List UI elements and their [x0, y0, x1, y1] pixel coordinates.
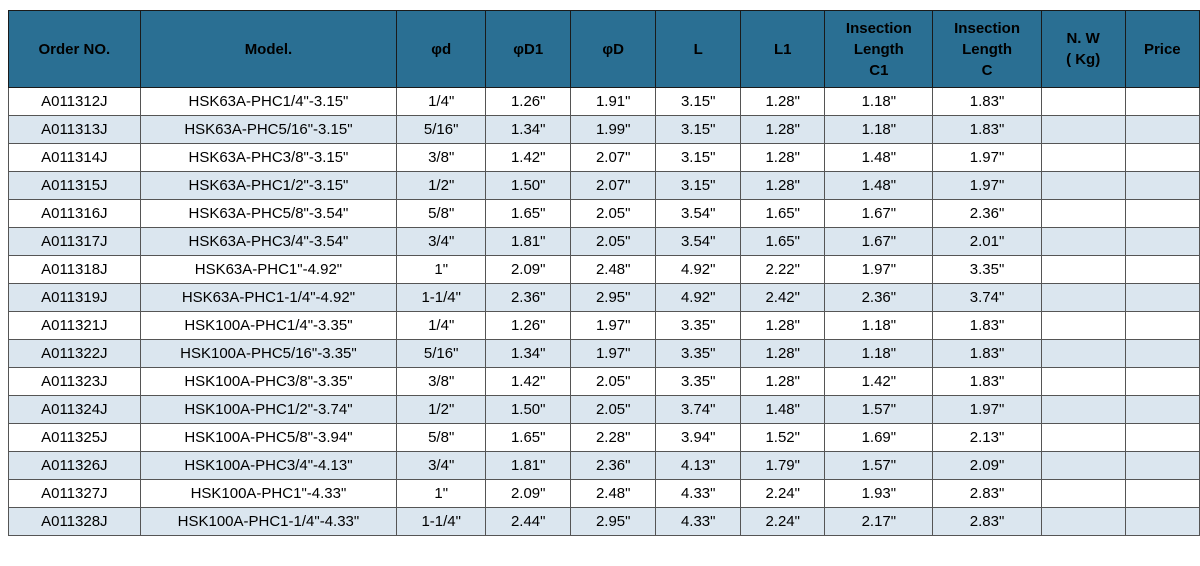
cell-phi-d: 3/8"	[397, 368, 486, 396]
cell-model: HSK63A-PHC5/16"-3.15"	[140, 116, 397, 144]
cell-insection-length-c1: 1.18"	[825, 340, 933, 368]
header-order-no	[9, 11, 141, 88]
cell-phi-d1: 1.34"	[486, 116, 571, 144]
cell-length-l1: 1.28"	[741, 312, 825, 340]
table-row	[9, 508, 1200, 536]
cell-insection-length-c1: 1.57"	[825, 452, 933, 480]
table-row	[9, 396, 1200, 424]
table-body	[9, 88, 1200, 536]
cell-length-l1: 1.28"	[741, 368, 825, 396]
cell-order-no: A011328J	[9, 508, 141, 536]
spec-table	[8, 10, 1200, 536]
cell-net-weight	[1041, 340, 1125, 368]
cell-model: HSK63A-PHC1-1/4"-4.92"	[140, 284, 397, 312]
cell-length-l: 4.92"	[656, 256, 741, 284]
cell-price	[1125, 480, 1199, 508]
cell-phi-big-d: 2.05"	[571, 368, 656, 396]
header-text: Insection	[954, 19, 1020, 37]
header-text: L	[693, 40, 703, 58]
cell-length-l: 3.94"	[656, 424, 741, 452]
cell-price	[1125, 172, 1199, 200]
header-price	[1125, 11, 1199, 88]
cell-order-no: A011323J	[9, 368, 141, 396]
cell-phi-d1: 1.81"	[486, 228, 571, 256]
cell-price	[1125, 424, 1199, 452]
cell-price	[1125, 228, 1199, 256]
cell-length-l: 4.92"	[656, 284, 741, 312]
cell-insection-length-c: 1.83"	[933, 116, 1041, 144]
cell-net-weight	[1041, 200, 1125, 228]
cell-price	[1125, 452, 1199, 480]
cell-insection-length-c: 2.83"	[933, 480, 1041, 508]
cell-order-no: A011319J	[9, 284, 141, 312]
header-text: φD1	[513, 40, 544, 58]
header-net-weight	[1041, 11, 1125, 88]
cell-phi-d: 3/8"	[397, 144, 486, 172]
cell-phi-d1: 1.50"	[486, 172, 571, 200]
cell-order-no: A011321J	[9, 312, 141, 340]
cell-insection-length-c1: 1.67"	[825, 228, 933, 256]
header-insection-length-c	[933, 11, 1041, 88]
cell-phi-d: 5/8"	[397, 200, 486, 228]
cell-insection-length-c: 2.09"	[933, 452, 1041, 480]
table-row	[9, 340, 1200, 368]
cell-phi-d1: 1.50"	[486, 396, 571, 424]
cell-phi-d1: 1.81"	[486, 452, 571, 480]
cell-length-l1: 2.42"	[741, 284, 825, 312]
table-row	[9, 172, 1200, 200]
cell-length-l1: 2.22"	[741, 256, 825, 284]
cell-insection-length-c1: 1.69"	[825, 424, 933, 452]
table-row	[9, 200, 1200, 228]
cell-price	[1125, 508, 1199, 536]
cell-length-l1: 2.24"	[741, 480, 825, 508]
cell-net-weight	[1041, 228, 1125, 256]
cell-phi-d: 1/2"	[397, 172, 486, 200]
cell-length-l: 3.74"	[656, 396, 741, 424]
cell-price	[1125, 312, 1199, 340]
cell-insection-length-c1: 1.18"	[825, 88, 933, 116]
table-row	[9, 88, 1200, 116]
cell-model: HSK100A-PHC1-1/4"-4.33"	[140, 508, 397, 536]
cell-net-weight	[1041, 284, 1125, 312]
table-row	[9, 424, 1200, 452]
header-text: Insection	[845, 19, 912, 37]
cell-phi-d: 5/16"	[397, 340, 486, 368]
cell-net-weight	[1041, 144, 1125, 172]
cell-order-no: A011317J	[9, 228, 141, 256]
cell-length-l: 3.54"	[656, 228, 741, 256]
cell-model: HSK100A-PHC1"-4.33"	[140, 480, 397, 508]
cell-phi-big-d: 2.36"	[571, 452, 656, 480]
cell-length-l: 4.33"	[656, 480, 741, 508]
cell-net-weight	[1041, 396, 1125, 424]
cell-phi-d: 1"	[397, 256, 486, 284]
cell-insection-length-c1: 1.93"	[825, 480, 933, 508]
cell-phi-big-d: 2.48"	[571, 256, 656, 284]
cell-phi-big-d: 2.48"	[571, 480, 656, 508]
cell-length-l1: 1.48"	[741, 396, 825, 424]
cell-insection-length-c: 3.74"	[933, 284, 1041, 312]
cell-phi-big-d: 2.07"	[571, 144, 656, 172]
header-length-l1	[741, 11, 825, 88]
cell-phi-big-d: 1.97"	[571, 340, 656, 368]
cell-insection-length-c: 2.83"	[933, 508, 1041, 536]
cell-insection-length-c1: 1.48"	[825, 144, 933, 172]
cell-price	[1125, 396, 1199, 424]
cell-net-weight	[1041, 312, 1125, 340]
cell-phi-d1: 1.42"	[486, 144, 571, 172]
cell-phi-big-d: 2.95"	[571, 284, 656, 312]
header-row	[9, 11, 1200, 88]
cell-net-weight	[1041, 88, 1125, 116]
cell-phi-d: 5/8"	[397, 424, 486, 452]
cell-phi-big-d: 1.91"	[571, 88, 656, 116]
cell-insection-length-c1: 1.18"	[825, 116, 933, 144]
cell-length-l: 3.15"	[656, 116, 741, 144]
cell-insection-length-c: 2.36"	[933, 200, 1041, 228]
header-text: ( Kg)	[1066, 51, 1101, 68]
cell-price	[1125, 340, 1199, 368]
table-row	[9, 116, 1200, 144]
cell-price	[1125, 284, 1199, 312]
cell-net-weight	[1041, 172, 1125, 200]
cell-insection-length-c: 1.83"	[933, 88, 1041, 116]
cell-phi-d1: 1.26"	[486, 88, 571, 116]
header-text: Order NO.	[38, 40, 111, 58]
table-row	[9, 312, 1200, 340]
table-header	[9, 11, 1200, 88]
cell-model: HSK63A-PHC3/4"-3.54"	[140, 228, 397, 256]
cell-insection-length-c1: 1.57"	[825, 396, 933, 424]
table-row	[9, 368, 1200, 396]
cell-length-l1: 1.65"	[741, 200, 825, 228]
cell-model: HSK100A-PHC3/8"-3.35"	[140, 368, 397, 396]
cell-length-l1: 1.28"	[741, 172, 825, 200]
header-text: L1	[773, 40, 792, 58]
cell-phi-d: 1/4"	[397, 88, 486, 116]
cell-model: HSK63A-PHC1/4"-3.15"	[140, 88, 397, 116]
cell-model: HSK100A-PHC5/16"-3.35"	[140, 340, 397, 368]
cell-length-l1: 2.24"	[741, 508, 825, 536]
cell-phi-d: 1-1/4"	[397, 284, 486, 312]
cell-length-l: 3.35"	[656, 312, 741, 340]
header-text: Length	[853, 40, 904, 58]
cell-phi-d: 3/4"	[397, 228, 486, 256]
cell-phi-big-d: 1.97"	[571, 312, 656, 340]
cell-model: HSK100A-PHC5/8"-3.94"	[140, 424, 397, 452]
cell-insection-length-c: 1.97"	[933, 172, 1041, 200]
table-row	[9, 284, 1200, 312]
cell-insection-length-c1: 1.48"	[825, 172, 933, 200]
cell-price	[1125, 368, 1199, 396]
cell-net-weight	[1041, 480, 1125, 508]
cell-model: HSK63A-PHC1/2"-3.15"	[140, 172, 397, 200]
cell-length-l: 3.15"	[656, 88, 741, 116]
table-row	[9, 256, 1200, 284]
cell-model: HSK100A-PHC1/4"-3.35"	[140, 312, 397, 340]
cell-order-no: A011325J	[9, 424, 141, 452]
cell-net-weight	[1041, 424, 1125, 452]
header-text: φd	[431, 40, 452, 58]
cell-length-l1: 1.65"	[741, 228, 825, 256]
cell-length-l1: 1.28"	[741, 88, 825, 116]
cell-phi-d1: 2.09"	[486, 480, 571, 508]
cell-order-no: A011327J	[9, 480, 141, 508]
cell-length-l: 3.15"	[656, 172, 741, 200]
cell-length-l1: 1.28"	[741, 144, 825, 172]
cell-insection-length-c: 2.13"	[933, 424, 1041, 452]
header-phi-big-d	[571, 11, 656, 88]
cell-phi-d1: 2.36"	[486, 284, 571, 312]
cell-model: HSK63A-PHC5/8"-3.54"	[140, 200, 397, 228]
cell-length-l: 3.35"	[656, 340, 741, 368]
cell-insection-length-c: 1.97"	[933, 396, 1041, 424]
cell-phi-d1: 1.65"	[486, 200, 571, 228]
header-model	[140, 11, 397, 88]
cell-phi-d1: 1.26"	[486, 312, 571, 340]
cell-phi-d1: 1.34"	[486, 340, 571, 368]
cell-length-l: 4.13"	[656, 452, 741, 480]
cell-phi-d: 1/2"	[397, 396, 486, 424]
header-text: N. W	[1066, 30, 1100, 47]
header-text: C	[981, 61, 993, 79]
cell-order-no: A011315J	[9, 172, 141, 200]
cell-phi-big-d: 2.28"	[571, 424, 656, 452]
cell-phi-d: 1/4"	[397, 312, 486, 340]
header-text: Price	[1143, 40, 1181, 58]
cell-order-no: A011324J	[9, 396, 141, 424]
cell-phi-d: 3/4"	[397, 452, 486, 480]
header-insection-length-c1	[825, 11, 933, 88]
cell-price	[1125, 88, 1199, 116]
header-text: C1	[869, 61, 889, 79]
cell-phi-d: 5/16"	[397, 116, 486, 144]
header-length-l	[656, 11, 741, 88]
cell-insection-length-c: 2.01"	[933, 228, 1041, 256]
cell-net-weight	[1041, 368, 1125, 396]
cell-order-no: A011318J	[9, 256, 141, 284]
cell-net-weight	[1041, 256, 1125, 284]
cell-phi-big-d: 2.05"	[571, 200, 656, 228]
cell-length-l1: 1.28"	[741, 340, 825, 368]
cell-price	[1125, 200, 1199, 228]
cell-insection-length-c: 3.35"	[933, 256, 1041, 284]
cell-length-l1: 1.52"	[741, 424, 825, 452]
table-row	[9, 480, 1200, 508]
cell-length-l1: 1.79"	[741, 452, 825, 480]
cell-order-no: A011314J	[9, 144, 141, 172]
cell-insection-length-c: 1.83"	[933, 312, 1041, 340]
header-phi-d1	[486, 11, 571, 88]
cell-phi-d1: 2.09"	[486, 256, 571, 284]
cell-length-l: 3.15"	[656, 144, 741, 172]
cell-length-l: 4.33"	[656, 508, 741, 536]
cell-phi-d1: 2.44"	[486, 508, 571, 536]
cell-price	[1125, 144, 1199, 172]
cell-phi-d: 1-1/4"	[397, 508, 486, 536]
cell-order-no: A011316J	[9, 200, 141, 228]
header-text: Model.	[244, 40, 293, 58]
cell-insection-length-c1: 2.17"	[825, 508, 933, 536]
cell-order-no: A011312J	[9, 88, 141, 116]
cell-net-weight	[1041, 452, 1125, 480]
cell-phi-d1: 1.42"	[486, 368, 571, 396]
header-text: φD	[602, 40, 624, 58]
table-row	[9, 452, 1200, 480]
cell-phi-big-d: 2.95"	[571, 508, 656, 536]
table-row	[9, 144, 1200, 172]
cell-phi-big-d: 2.05"	[571, 396, 656, 424]
cell-net-weight	[1041, 508, 1125, 536]
cell-insection-length-c1: 1.18"	[825, 312, 933, 340]
cell-insection-length-c: 1.97"	[933, 144, 1041, 172]
cell-net-weight	[1041, 116, 1125, 144]
cell-phi-d1: 1.65"	[486, 424, 571, 452]
cell-phi-big-d: 2.05"	[571, 228, 656, 256]
cell-length-l: 3.35"	[656, 368, 741, 396]
spec-table-container	[8, 10, 1200, 536]
table-row	[9, 228, 1200, 256]
cell-phi-big-d: 1.99"	[571, 116, 656, 144]
cell-phi-big-d: 2.07"	[571, 172, 656, 200]
cell-order-no: A011322J	[9, 340, 141, 368]
cell-model: HSK63A-PHC1"-4.92"	[140, 256, 397, 284]
header-text: Length	[962, 40, 1013, 58]
cell-insection-length-c1: 2.36"	[825, 284, 933, 312]
header-phi-d	[397, 11, 486, 88]
cell-insection-length-c1: 1.97"	[825, 256, 933, 284]
cell-length-l1: 1.28"	[741, 116, 825, 144]
cell-insection-length-c: 1.83"	[933, 368, 1041, 396]
cell-order-no: A011326J	[9, 452, 141, 480]
cell-phi-d: 1"	[397, 480, 486, 508]
cell-model: HSK100A-PHC1/2"-3.74"	[140, 396, 397, 424]
cell-length-l: 3.54"	[656, 200, 741, 228]
cell-model: HSK63A-PHC3/8"-3.15"	[140, 144, 397, 172]
cell-insection-length-c1: 1.67"	[825, 200, 933, 228]
cell-order-no: A011313J	[9, 116, 141, 144]
cell-price	[1125, 116, 1199, 144]
cell-insection-length-c: 1.83"	[933, 340, 1041, 368]
cell-price	[1125, 256, 1199, 284]
cell-model: HSK100A-PHC3/4"-4.13"	[140, 452, 397, 480]
cell-insection-length-c1: 1.42"	[825, 368, 933, 396]
